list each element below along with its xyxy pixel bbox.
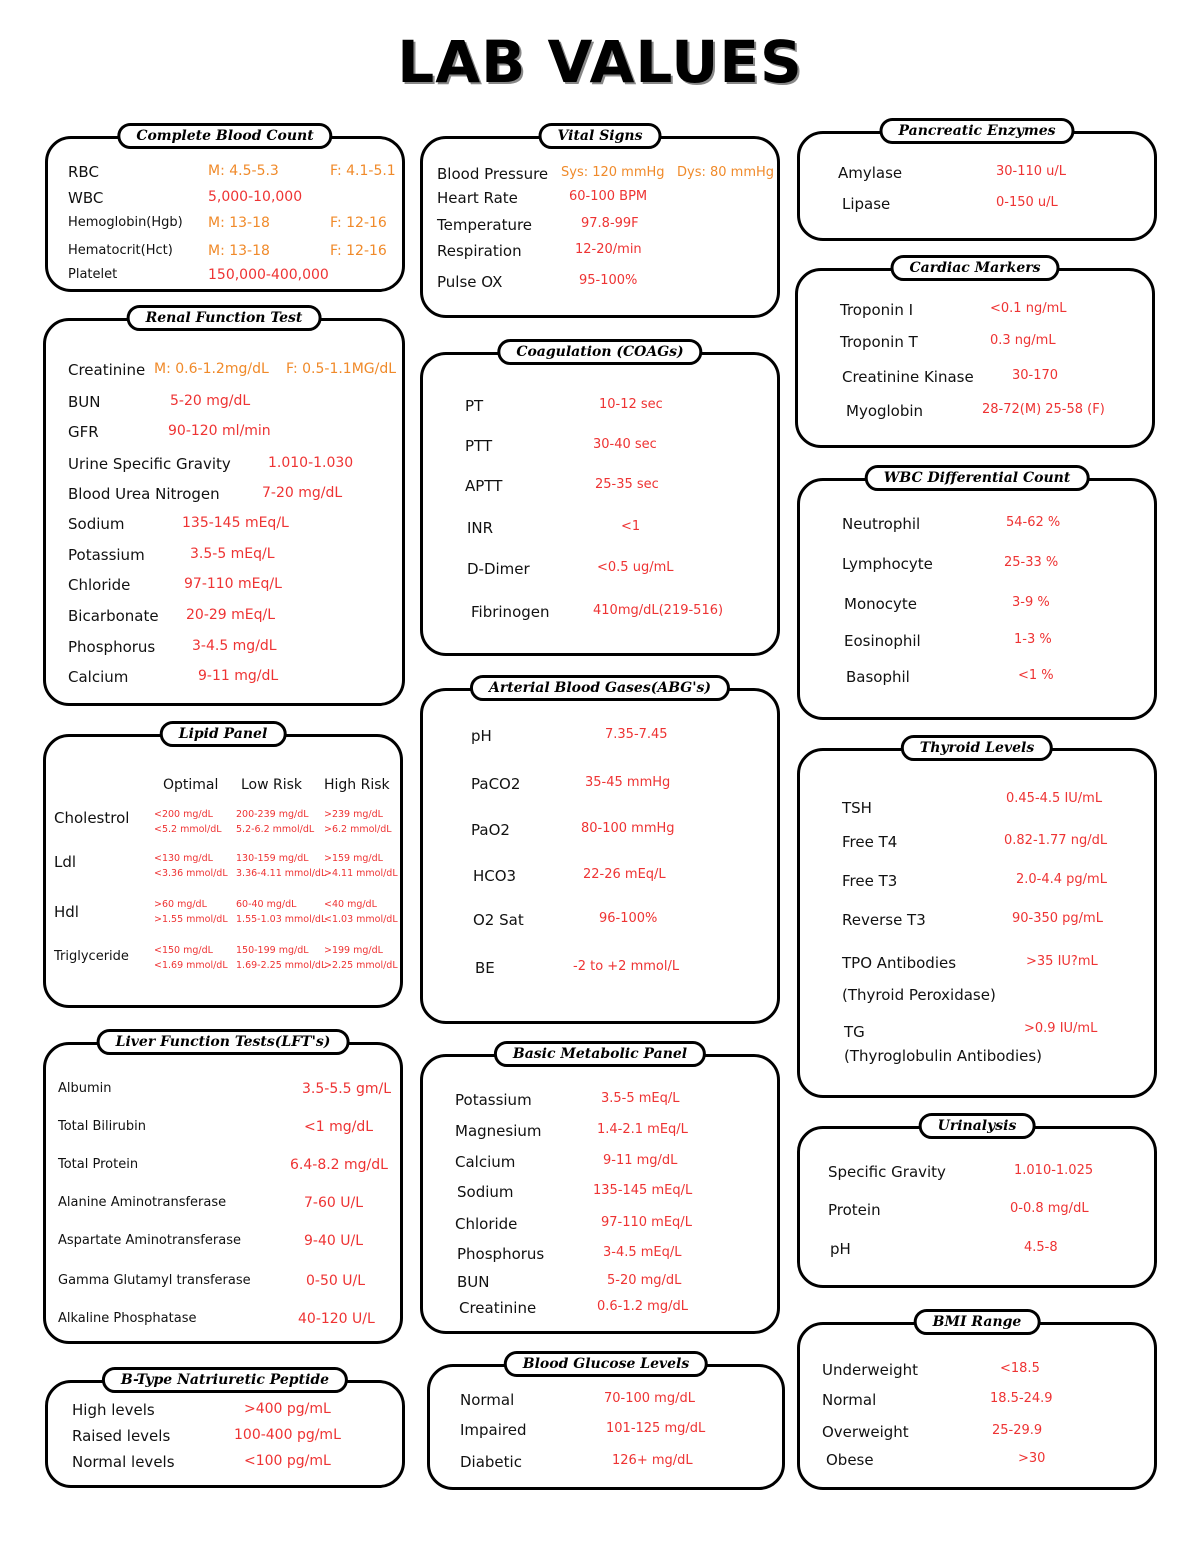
- list-item: [800, 1047, 1154, 1071]
- item-label: Lymphocyte: [842, 555, 933, 573]
- item-value: 1.010-1.030: [268, 455, 354, 471]
- item-value: 1.4-2.1 mEq/L: [597, 1122, 688, 1137]
- item-value: 9-11 mg/dL: [603, 1153, 678, 1168]
- item-label: Reverse T3: [842, 911, 926, 929]
- item-value: <1: [621, 519, 641, 534]
- item-label: pH: [830, 1240, 851, 1258]
- item-value: 97-110 mEq/L: [601, 1215, 692, 1230]
- item-label: Respiration: [437, 242, 522, 260]
- item-value: 0-150 u/L: [996, 195, 1058, 210]
- male-value: M: 4.5-5.3: [208, 163, 279, 179]
- item-label: Sodium: [457, 1183, 514, 1201]
- lft-card: [43, 1034, 403, 1344]
- item-label: Overweight: [822, 1423, 909, 1441]
- list-item: [46, 638, 402, 662]
- item-value: 410mg/dL(219-516): [593, 603, 724, 618]
- list-item: [800, 164, 1154, 188]
- item-label: Calcium: [455, 1153, 516, 1171]
- pancreatic-card: [797, 123, 1157, 241]
- list-item: [800, 555, 1154, 579]
- item-label: Chloride: [68, 576, 131, 594]
- item-value: 9-11 mg/dL: [198, 668, 279, 684]
- item-value: 5,000-10,000: [208, 189, 303, 205]
- item-value: 4.5-8: [1024, 1240, 1058, 1255]
- page-title: LAB VALUES: [397, 28, 803, 96]
- list-item: [46, 455, 402, 479]
- item-value: 1-3 %: [1014, 632, 1052, 647]
- systolic-value: Sys: 120 mmHg: [561, 165, 665, 180]
- pancreatic-header: Pancreatic Enzymes: [879, 118, 1074, 144]
- lipid-card: [43, 726, 403, 1008]
- item-label: Eosinophil: [844, 632, 921, 650]
- list-item: [46, 607, 402, 631]
- column-header: High Risk: [324, 777, 390, 793]
- item-label: BUN: [68, 393, 101, 411]
- item-value: 30-110 u/L: [996, 164, 1067, 179]
- male-value: M: 13-18: [208, 243, 270, 259]
- item-value: 135-145 mEq/L: [182, 515, 289, 531]
- list-item: [46, 1195, 400, 1219]
- item-label: INR: [467, 519, 494, 537]
- item-label: Troponin T: [840, 333, 918, 351]
- table-cell: >199 mg/dL >2.25 mmol/dL: [324, 945, 398, 971]
- list-item: [430, 1391, 782, 1415]
- row-label: Ldl: [54, 853, 77, 871]
- column-header: Optimal: [163, 777, 219, 793]
- item-value: 1.010-1.025: [1014, 1163, 1094, 1178]
- list-item: [423, 273, 777, 297]
- cardiac-header: Cardiac Markers: [891, 255, 1060, 281]
- item-label: Free T4: [842, 833, 898, 851]
- list-item: [423, 1299, 777, 1323]
- item-value: 6.4-8.2 mg/dL: [290, 1157, 388, 1173]
- list-item: [46, 1081, 400, 1105]
- list-item: [800, 1391, 1154, 1415]
- item-value: 3.5-5 mEq/L: [190, 546, 275, 562]
- item-label: Normal levels: [72, 1453, 175, 1471]
- list-item: [800, 1163, 1154, 1187]
- item-value: 0.82-1.77 ng/dL: [1004, 833, 1108, 848]
- item-value: 25-35 sec: [595, 477, 659, 492]
- female-value: F: 12-16: [330, 243, 387, 259]
- vitals-header: Vital Signs: [539, 123, 662, 149]
- list-item: [800, 632, 1154, 656]
- renal-header: Renal Function Test: [127, 305, 322, 331]
- item-label: Urine Specific Gravity: [68, 455, 231, 473]
- female-value: F: 4.1-5.1: [330, 163, 396, 179]
- item-value: 10-12 sec: [599, 397, 663, 412]
- item-label: Gamma Glutamyl transferase: [58, 1273, 251, 1288]
- list-item: [46, 361, 402, 385]
- table-cell: 200-239 mg/dL 5.2-6.2 mmol/dL: [236, 809, 315, 835]
- list-item: [423, 727, 777, 751]
- item-value: 7-20 mg/dL: [262, 485, 343, 501]
- item-label: O2 Sat: [473, 911, 524, 929]
- item-value: 0.6-1.2 mg/dL: [597, 1299, 688, 1314]
- urinalysis-card: [797, 1118, 1157, 1288]
- list-item: [423, 1215, 777, 1239]
- diastolic-value: Dys: 80 mmHg: [677, 165, 775, 180]
- list-item: [423, 821, 777, 845]
- list-item: [423, 959, 777, 983]
- item-label: Hematocrit(Hct): [68, 243, 173, 258]
- list-item: [46, 515, 402, 539]
- item-value: 25-29.9: [992, 1423, 1043, 1438]
- item-value: 135-145 mEq/L: [593, 1183, 693, 1198]
- item-value: 20-29 mEq/L: [186, 607, 276, 623]
- list-item: [798, 368, 1152, 392]
- thyroid-header: Thyroid Levels: [901, 735, 1053, 761]
- item-label: WBC: [68, 189, 104, 207]
- list-item: [423, 519, 777, 543]
- list-item: [423, 1091, 777, 1115]
- list-item: [423, 1273, 777, 1297]
- item-label: High levels: [72, 1401, 155, 1419]
- table-cell: 150-199 mg/dL 1.69-2.25 mmol/dL: [236, 945, 327, 971]
- list-item: [423, 437, 777, 461]
- urinalysis-header: Urinalysis: [919, 1113, 1036, 1139]
- list-item: [48, 189, 402, 213]
- item-label: TPO Antibodies: [842, 954, 957, 972]
- item-value: <0.1 ng/mL: [990, 301, 1067, 316]
- coags-header: Coagulation (COAGs): [497, 339, 702, 365]
- abg-card: [420, 680, 780, 1024]
- bnp-header: B-Type Natriuretic Peptide: [102, 1367, 348, 1393]
- item-label: PTT: [465, 437, 493, 455]
- item-label: BE: [475, 959, 495, 977]
- list-item: [48, 163, 402, 187]
- item-value: 7.35-7.45: [605, 727, 668, 742]
- item-label: Platelet: [68, 267, 118, 282]
- row-label: Triglyceride: [54, 949, 129, 964]
- item-label: Total Protein: [58, 1157, 139, 1172]
- list-item: [423, 1245, 777, 1269]
- item-value: >30: [1018, 1451, 1046, 1466]
- item-value: 7-60 U/L: [304, 1195, 363, 1211]
- list-item: [48, 1401, 402, 1425]
- table-cell: <40 mg/dL <1.03 mmol/dL: [324, 899, 398, 925]
- row-label: Hdl: [54, 903, 79, 921]
- table-cell: >239 mg/dL >6.2 mmol/dL: [324, 809, 392, 835]
- thyroid-card: [797, 740, 1157, 1098]
- item-value: 3-4.5 mEq/L: [603, 1245, 682, 1260]
- item-label: Potassium: [68, 546, 145, 564]
- list-item: [800, 1361, 1154, 1385]
- list-item: [46, 546, 402, 570]
- cbc-header: Complete Blood Count: [117, 123, 332, 149]
- glucose-header: Blood Glucose Levels: [504, 1351, 708, 1377]
- item-value: >400 pg/mL: [244, 1401, 331, 1417]
- item-value: 28-72(M) 25-58 (F): [982, 402, 1105, 417]
- list-item: [423, 165, 777, 189]
- item-label: Magnesium: [455, 1122, 542, 1140]
- list-item: [800, 1451, 1154, 1475]
- item-label: Potassium: [455, 1091, 532, 1109]
- lft-header: Liver Function Tests(LFT's): [97, 1029, 350, 1055]
- item-label: Obese: [826, 1451, 874, 1469]
- item-label: Normal: [822, 1391, 877, 1409]
- item-value: 97.8-99F: [581, 216, 639, 231]
- item-label: Alanine Aminotransferase: [58, 1195, 227, 1210]
- list-item: [423, 775, 777, 799]
- list-item: [800, 1240, 1154, 1264]
- item-value: 2.0-4.4 pg/mL: [1016, 872, 1107, 887]
- item-value: 90-120 ml/min: [168, 423, 271, 439]
- item-label: Bicarbonate: [68, 607, 159, 625]
- list-item: [798, 301, 1152, 325]
- item-label: Lipase: [842, 195, 891, 213]
- item-label: D-Dimer: [467, 560, 530, 578]
- coags-card: [420, 344, 780, 656]
- wbcdiff-header: WBC Differential Count: [865, 465, 1090, 491]
- item-label: Specific Gravity: [828, 1163, 946, 1181]
- item-label: Monocyte: [844, 595, 918, 613]
- item-label: Fibrinogen: [471, 603, 550, 621]
- list-item: [48, 243, 402, 267]
- item-label: Hemoglobin(Hgb): [68, 215, 183, 230]
- list-item: [423, 911, 777, 935]
- item-value: 0.3 ng/mL: [990, 333, 1056, 348]
- item-value: 101-125 mg/dL: [606, 1421, 706, 1436]
- item-value: 90-350 pg/mL: [1012, 911, 1103, 926]
- list-item: [46, 576, 402, 600]
- item-label: Raised levels: [72, 1427, 171, 1445]
- item-label: Free T3: [842, 872, 898, 890]
- item-value: 5-20 mg/dL: [170, 393, 251, 409]
- item-value: 30-170: [1012, 368, 1059, 383]
- table-cell: 130-159 mg/dL 3.36-4.11 mmol/dL: [236, 853, 327, 879]
- item-value: 0.45-4.5 IU/mL: [1006, 791, 1103, 806]
- item-label: Calcium: [68, 668, 129, 686]
- list-item: [46, 393, 402, 417]
- item-value: 80-100 mmHg: [581, 821, 675, 836]
- lipid-header: Lipid Panel: [160, 721, 287, 747]
- item-value: 25-33 %: [1004, 555, 1059, 570]
- item-label: BUN: [457, 1273, 490, 1291]
- item-value: 22-26 mEq/L: [583, 867, 666, 882]
- glucose-card: [427, 1356, 785, 1490]
- item-label: Blood Pressure: [437, 165, 549, 183]
- list-item: [46, 1273, 400, 1297]
- abg-header: Arterial Blood Gases(ABG's): [470, 675, 730, 701]
- item-value: <18.5: [1000, 1361, 1040, 1376]
- table-cell: >159 mg/dL >4.11 mmol/dL: [324, 853, 398, 879]
- item-label: Blood Urea Nitrogen: [68, 485, 220, 503]
- item-label: Phosphorus: [457, 1245, 545, 1263]
- item-label: Pulse OX: [437, 273, 503, 291]
- list-item: [46, 485, 402, 509]
- table-cell: 60-40 mg/dL 1.55-1.03 mmol/dL: [236, 899, 327, 925]
- list-item: [798, 402, 1152, 426]
- list-item: [46, 1311, 400, 1335]
- column-header: Low Risk: [241, 777, 303, 793]
- item-value: 100-400 pg/mL: [234, 1427, 341, 1443]
- list-item: [423, 560, 777, 584]
- item-label: Impaired: [460, 1421, 527, 1439]
- wbcdiff-card: [797, 470, 1157, 720]
- item-label: Creatinine: [459, 1299, 537, 1317]
- item-label: Diabetic: [460, 1453, 522, 1471]
- list-item: [800, 595, 1154, 619]
- item-label: Underweight: [822, 1361, 918, 1379]
- list-item: [46, 1233, 400, 1257]
- item-value: 0-0.8 mg/dL: [1010, 1201, 1089, 1216]
- item-label: Creatinine: [68, 361, 146, 379]
- item-value: 126+ mg/dL: [612, 1453, 693, 1468]
- item-label: TSH: [842, 799, 872, 817]
- list-item: [800, 986, 1154, 1010]
- item-value: >0.9 IU/mL: [1024, 1021, 1098, 1036]
- item-value: 150,000-400,000: [208, 267, 329, 283]
- list-item: [800, 1423, 1154, 1447]
- male-value: M: 13-18: [208, 215, 270, 231]
- female-value: F: 0.5-1.1MG/dL: [286, 361, 397, 377]
- item-label: Sodium: [68, 515, 125, 533]
- list-item: [48, 1453, 402, 1477]
- cardiac-card: [795, 260, 1155, 448]
- item-label: RBC: [68, 163, 99, 181]
- renal-card: [43, 310, 405, 706]
- list-item: [423, 189, 777, 213]
- item-value: 18.5-24.9: [990, 1391, 1053, 1406]
- item-label: Total Bilirubin: [58, 1119, 146, 1134]
- male-value: M: 0.6-1.2mg/dL: [154, 361, 269, 377]
- list-item: [423, 1122, 777, 1146]
- item-value: <0.5 ug/mL: [597, 560, 674, 575]
- item-label: Troponin I: [840, 301, 914, 319]
- list-item: [430, 1453, 782, 1477]
- item-label: Amylase: [838, 164, 903, 182]
- item-value: 60-100 BPM: [569, 189, 648, 204]
- item-value: 0-50 U/L: [306, 1273, 365, 1289]
- female-value: F: 12-16: [330, 215, 387, 231]
- list-item: [423, 477, 777, 501]
- item-label: Creatinine Kinase: [842, 368, 974, 386]
- cbc-card: [45, 128, 405, 292]
- item-label: GFR: [68, 423, 99, 441]
- item-label: PT: [465, 397, 484, 415]
- item-value: -2 to +2 mmol/L: [573, 959, 680, 974]
- item-label: PaO2: [471, 821, 510, 839]
- bmp-card: [420, 1046, 780, 1334]
- list-item: [46, 1119, 400, 1143]
- list-item: [800, 1201, 1154, 1225]
- list-item: [46, 1157, 400, 1181]
- item-value: 30-40 sec: [593, 437, 657, 452]
- list-item: [800, 954, 1154, 978]
- list-item: [800, 911, 1154, 935]
- item-label: TG: [844, 1023, 865, 1041]
- list-item: [800, 872, 1154, 896]
- list-item: [423, 216, 777, 240]
- list-item: [800, 515, 1154, 539]
- item-value: >35 IU?mL: [1026, 954, 1098, 969]
- item-value: 54-62 %: [1006, 515, 1061, 530]
- list-item: [800, 195, 1154, 219]
- list-item: [800, 1023, 1154, 1047]
- item-label: pH: [471, 727, 492, 745]
- list-item: [46, 668, 402, 692]
- vitals-card: [420, 128, 780, 318]
- list-item: [423, 397, 777, 421]
- row-label: Cholestrol: [54, 809, 130, 827]
- item-label: Heart Rate: [437, 189, 518, 207]
- list-item: [48, 267, 402, 291]
- item-label: Temperature: [437, 216, 533, 234]
- list-item: [800, 833, 1154, 857]
- table-cell: <130 mg/dL <3.36 mmol/dL: [154, 853, 228, 879]
- item-value: 3-9 %: [1012, 595, 1050, 610]
- bmp-header: Basic Metabolic Panel: [494, 1041, 706, 1067]
- item-value: <100 pg/mL: [244, 1453, 331, 1469]
- item-label: Alkaline Phosphatase: [58, 1311, 197, 1326]
- item-label: Basophil: [846, 668, 910, 686]
- item-value: 12-20/min: [575, 242, 642, 257]
- list-item: [798, 333, 1152, 357]
- item-label: (Thyroglobulin Antibodies): [844, 1047, 1043, 1065]
- list-item: [423, 1183, 777, 1207]
- table-cell: >60 mg/dL >1.55 mmol/dL: [154, 899, 228, 925]
- item-value: 40-120 U/L: [298, 1311, 375, 1327]
- item-value: 3-4.5 mg/dL: [192, 638, 277, 654]
- list-item: [800, 791, 1154, 823]
- item-label: PaCO2: [471, 775, 521, 793]
- item-label: HCO3: [473, 867, 517, 885]
- item-label: Myoglobin: [846, 402, 924, 420]
- list-item: [423, 867, 777, 891]
- list-item: [46, 423, 402, 447]
- item-label: Protein: [828, 1201, 881, 1219]
- table-cell: <200 mg/dL <5.2 mmol/dL: [154, 809, 222, 835]
- bmi-header: BMI Range: [914, 1309, 1041, 1335]
- bmi-card: [797, 1314, 1157, 1490]
- item-label: Neutrophil: [842, 515, 921, 533]
- item-value: 96-100%: [599, 911, 658, 926]
- item-value: 3.5-5.5 gm/L: [302, 1081, 392, 1097]
- list-item: [800, 668, 1154, 692]
- table-cell: <150 mg/dL <1.69 mmol/dL: [154, 945, 228, 971]
- list-item: [423, 242, 777, 266]
- item-label: Albumin: [58, 1081, 112, 1096]
- item-value: 70-100 mg/dL: [604, 1391, 695, 1406]
- item-value: <1 mg/dL: [304, 1119, 374, 1135]
- item-label: (Thyroid Peroxidase): [842, 986, 996, 1004]
- item-label: Phosphorus: [68, 638, 156, 656]
- list-item: [423, 1153, 777, 1177]
- list-item: [48, 215, 402, 239]
- item-value: 9-40 U/L: [304, 1233, 363, 1249]
- item-label: Normal: [460, 1391, 515, 1409]
- item-label: APTT: [465, 477, 503, 495]
- item-value: 97-110 mEq/L: [184, 576, 282, 592]
- item-value: 35-45 mmHg: [585, 775, 671, 790]
- list-item: [423, 603, 777, 627]
- item-value: 3.5-5 mEq/L: [601, 1091, 680, 1106]
- bnp-card: [45, 1372, 405, 1488]
- list-item: [430, 1421, 782, 1445]
- item-value: 95-100%: [579, 273, 638, 288]
- list-item: [48, 1427, 402, 1451]
- item-label: Chloride: [455, 1215, 518, 1233]
- item-value: 5-20 mg/dL: [607, 1273, 682, 1288]
- item-label: Aspartate Aminotransferase: [58, 1233, 241, 1248]
- item-value: <1 %: [1018, 668, 1054, 683]
